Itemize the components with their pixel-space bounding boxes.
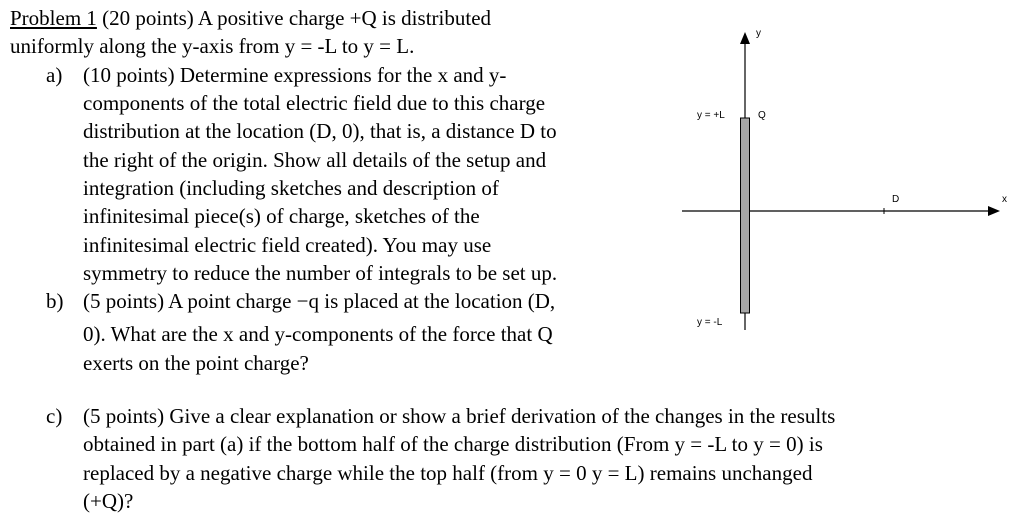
part-a-line: distribution at the location (D, 0), that is, a distance D to (83, 119, 557, 143)
y-axis-label: y (756, 28, 761, 39)
part-c-line: replaced by a negative charge while the top half (from y = 0 y = L) remains unchanged (83, 461, 813, 485)
part-a-line: (10 points) Determine expressions for the x and y- (83, 63, 507, 87)
charged-rod (741, 118, 750, 313)
part-b-line: 0). What are the x and y-components of the force that Q (83, 322, 553, 346)
part-b-line: (5 points) A point charge −q is placed at the location (D, (83, 289, 556, 313)
part-a-label: a) (46, 63, 63, 87)
part-a-line: symmetry to reduce the number of integrals to be set up. (83, 261, 558, 285)
x-axis-arrowhead (988, 206, 1000, 216)
top-end-label: y = +L (697, 110, 725, 121)
problem-intro-2: uniformly along the y-axis from y = -L to y = L. (10, 34, 415, 58)
part-b-line: exerts on the point charge? (83, 351, 309, 375)
part-c-line: (5 points) Give a clear explanation or show a brief derivation of the changes in the results (83, 404, 836, 428)
part-a-line: integration (including sketches and description of (83, 176, 499, 200)
part-b-label: b) (46, 289, 64, 313)
part-c-label: c) (46, 404, 63, 428)
x-axis-label: x (1002, 194, 1007, 205)
problem-intro-1: (20 points) A positive charge +Q is distributed (96, 6, 492, 30)
problem-heading: Problem 1 (10, 6, 97, 30)
part-c-line: (+Q)? (83, 489, 134, 513)
bottom-end-label: y = -L (697, 317, 723, 328)
y-axis-arrowhead (740, 32, 750, 44)
part-a-line: infinitesimal electric field created). You may use (83, 233, 492, 257)
part-c-line: obtained in part (a) if the bottom half of the charge distribution (From y = -L to y = 0) is (83, 432, 823, 456)
charge-label: Q (758, 110, 766, 121)
part-a-line: infinitesimal piece(s) of charge, sketches of the (83, 204, 480, 228)
point-d-label: D (892, 194, 900, 205)
part-a-line: components of the total electric field due to this charge (83, 91, 546, 115)
part-a-line: the right of the origin. Show all details of the setup and (83, 148, 547, 172)
